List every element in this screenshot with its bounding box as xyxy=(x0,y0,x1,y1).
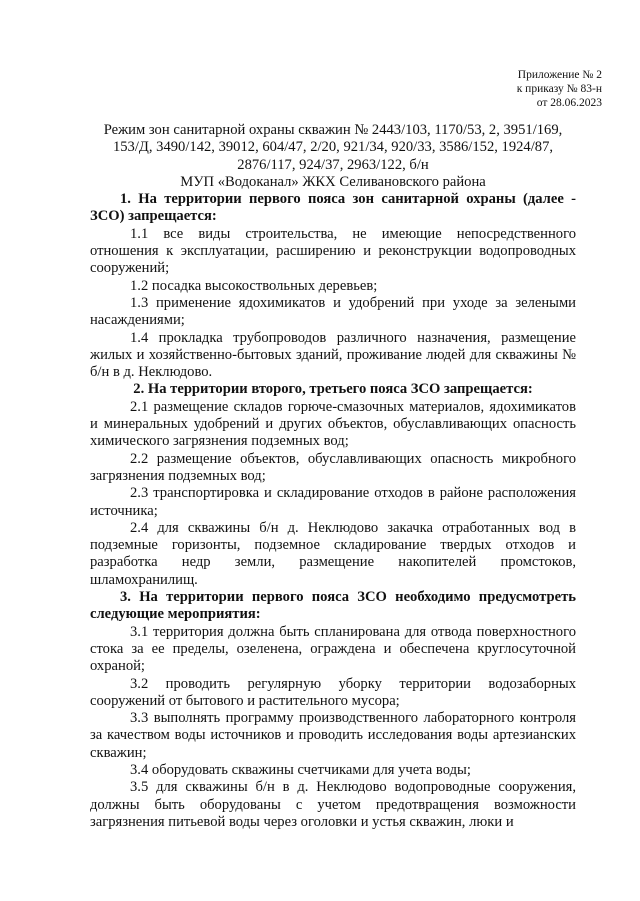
section-3-item-4: 3.4 оборудовать скважины счетчиками для учета воды; xyxy=(130,761,471,778)
section-2-item-3: 2.3 транспортировка и складирование отходов в районе расположения источника; xyxy=(90,485,576,519)
section-2-item-1: 2.1 размещение складов горюче-смазочных материалов, ядохимикатов и минеральных удобрений и других объектов, обуславливающих опасность химического загрязнения подземных вод; xyxy=(90,398,576,450)
section-3-item-3: 3.3 выполнять программу производственного лабораторного контроля за качеством воды источников и проводить исследования воды артезианских скважин; xyxy=(90,710,576,761)
appendix-note xyxy=(517,68,602,110)
title-line: Режим зон санитарной охраны скважин № 2443/103, 1170/53, 2, 3951/169, xyxy=(103,122,563,138)
section-2-item-4: 2.4 для скважины б/н д. Неклюдово закачка отработанных вод в подземные горизонты, подземное складирование твердых отходов и разработка недр земли, размещение накопителей промстоков, шламохранилищ. xyxy=(90,519,576,588)
section-1-item-3: 1.3 применение ядохимикатов и удобрений при уходе за зелеными насаждениями; xyxy=(90,294,576,329)
order-date: от 28.06.2023 xyxy=(536,97,602,109)
section-3-item-5: 3.5 для скважины б/н в д. Неклюдово водопроводные сооружения, должны быть оборудованы с учетом предотвращения возможности загрязнения питьевой воды через оголовки и устья скважин, люки и xyxy=(90,779,576,830)
section-2-heading: 2. На территории второго, третьего пояса ЗСО запрещается: xyxy=(133,381,533,398)
section-2-item-2: 2.2 размещение объектов, обуславливающих опасность микробного загрязнения подземных вод; xyxy=(90,450,576,484)
section-3-item-1: 3.1 территория должна быть спланирована для отвода поверхностного стока за ее пределы, озеленена, ограждена и обеспечена круглосуточной охраной; xyxy=(90,623,576,675)
order-number: к приказу № 83-н xyxy=(516,83,602,95)
section-1-item-4: 1.4 прокладка трубопроводов различного назначения, размещение жилых и хозяйственно-бытовых зданий, проживание людей для скважины № б/н в д. Неклюдово. xyxy=(90,329,576,381)
organization-name: МУП «Водоканал» ЖКХ Селивановского района xyxy=(180,173,486,190)
appendix-number: Приложение № 2 xyxy=(517,69,602,81)
section-1-item-2: 1.2 посадка высокоствольных деревьев; xyxy=(130,277,378,294)
document-body xyxy=(90,122,576,831)
title-line: 2876/117, 924/37, 2963/122, б/н xyxy=(237,156,429,173)
section-3-heading: 3. На территории первого пояса ЗСО необходимо предусмотреть следующие мероприятия: xyxy=(90,589,576,623)
title-line: 153/Д, 3490/142, 39012, 604/47, 2/20, 921/34, 920/33, 3586/152, 1924/87, xyxy=(112,139,554,156)
section-1-heading: 1. На территории первого пояса зон санитарной охраны (далее - ЗСО) запрещается: xyxy=(90,191,576,225)
document-title xyxy=(90,122,576,174)
section-1-item-1: 1.1 все виды строительства, не имеющие непосредственного отношения к эксплуатации, расширению и реконструкции водопроводных сооружений; xyxy=(90,225,576,277)
section-3-item-2: 3.2 проводить регулярную уборку территории водозаборных сооружений от бытового и растительного мусора; xyxy=(90,675,576,709)
